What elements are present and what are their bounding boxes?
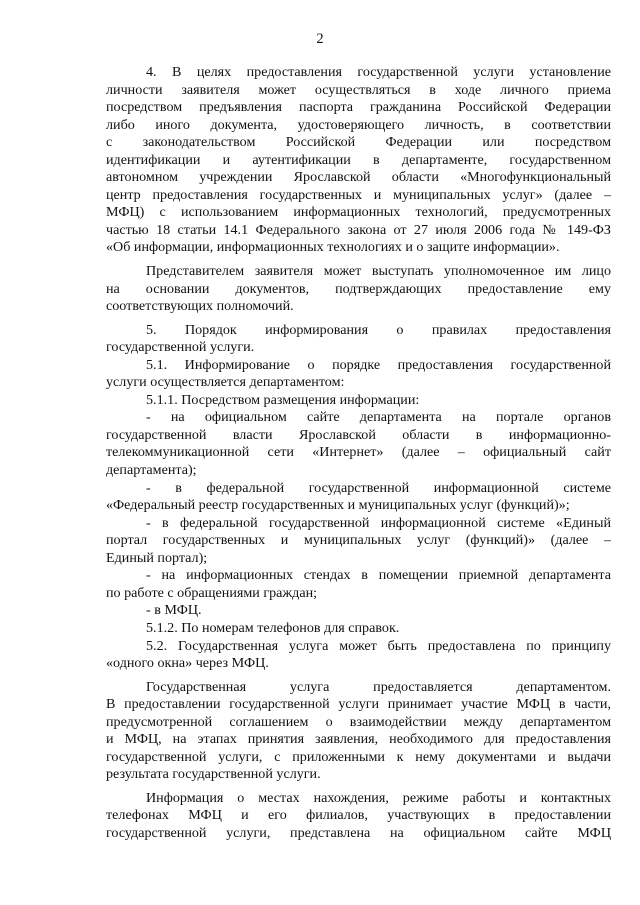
- text-line: МФЦ) с использованием информационных технологий, предусмотренных: [106, 204, 611, 221]
- text-line: 5.1.1. Посредством размещения информации:: [146, 391, 420, 408]
- text-line: соответствующих полномочий.: [106, 298, 294, 315]
- text-line: телекоммуникационной сети «Интернет» (далее – официальный сайт: [106, 444, 611, 461]
- paragraph: [106, 322, 611, 357]
- text-line: портал государственных и муниципальных услуг (функций)» (далее –: [106, 532, 611, 549]
- text-line: государственной услуги.: [106, 339, 255, 356]
- text-line: департамента);: [106, 462, 197, 479]
- text-line: 5. Порядок информирования о правилах предоставления: [146, 321, 611, 338]
- text-line: Единый портал);: [106, 549, 208, 566]
- text-line: - в МФЦ.: [146, 602, 202, 619]
- text-line: «Об информации, информационных технологиях и о защите информации».: [106, 239, 560, 256]
- paragraph: [106, 357, 611, 392]
- text-line: результата государственной услуги.: [106, 766, 321, 783]
- page-number: 2: [316, 31, 324, 47]
- paragraph: [106, 790, 611, 843]
- document-body: [106, 64, 611, 843]
- text-line: на основании документов, подтверждающих предоставление ему: [106, 280, 611, 297]
- text-line: государственной власти Ярославской области в информационно-: [106, 426, 611, 443]
- text-line: 5.1. Информирование о порядке предоставления государственной: [146, 356, 611, 373]
- text-line: телефонах МФЦ и его филиалов, участвующих в предоставлении: [106, 807, 611, 824]
- text-line: центр предоставления государственных и муниципальных услуг» (далее –: [106, 186, 611, 203]
- text-line: 5.2. Государственная услуга может быть предоставлена по принципу: [146, 637, 611, 654]
- paragraph: [106, 567, 611, 602]
- paragraph: [106, 515, 611, 568]
- paragraph: [106, 679, 611, 784]
- paragraph: [106, 392, 611, 410]
- paragraph: [106, 602, 611, 620]
- text-line: Информация о местах нахождения, режиме работы и контактных: [146, 789, 611, 806]
- text-line: 5.1.2. По номерам телефонов для справок.: [146, 619, 400, 636]
- text-line: услуги осуществляется департаментом:: [106, 374, 345, 391]
- text-line: идентификации и аутентификации в департаменте, государственном: [106, 151, 611, 168]
- text-line: автономном учреждении Ярославской области «Многофункциональный: [106, 169, 611, 186]
- text-line: государственной услуги, с приложенными к нему документами и выдачи: [106, 748, 611, 765]
- text-line: предусмотренной соглашением о взаимодействии между департаментом: [106, 713, 611, 730]
- text-line: «одного окна» через МФЦ.: [106, 655, 269, 672]
- paragraph: [106, 263, 611, 316]
- text-line: - в федеральной государственной информационной системе: [146, 479, 611, 496]
- text-line: 4. В целях предоставления государственной услуги установление: [146, 64, 611, 80]
- paragraph: [106, 620, 611, 638]
- text-line: - на официальном сайте департамента на портале органов: [146, 409, 611, 426]
- text-line: с законодательством Российской Федерации или посредством: [106, 134, 611, 151]
- text-line: Представителем заявителя может выступать уполномоченное им лицо: [146, 263, 611, 280]
- text-line: В предоставлении государственной услуги принимает участие МФЦ в части,: [106, 696, 611, 713]
- text-line: по работе с обращениями граждан;: [106, 584, 318, 601]
- text-line: и МФЦ, на этапах принятия заявления, необходимого для предоставления: [106, 731, 611, 748]
- text-line: - в федеральной государственной информационной системе «Единый: [146, 514, 611, 531]
- text-line: государственной услуги, представлена на официальном сайте МФЦ: [106, 824, 611, 841]
- paragraph: [106, 409, 611, 479]
- text-line: «Федеральный реестр государственных и муниципальных услуг (функций)»;: [106, 497, 570, 514]
- paragraph: [106, 480, 611, 515]
- text-line: посредством предъявления паспорта гражданина Российской Федерации: [106, 99, 611, 116]
- text-line: частью 18 статьи 14.1 Федерального закона от 27 июля 2006 года № 149-ФЗ: [106, 221, 611, 238]
- text-line: личности заявителя может осуществляться в ходе личного приема: [106, 81, 611, 98]
- paragraph: [106, 64, 611, 257]
- paragraph: [106, 638, 611, 673]
- text-line: - на информационных стендах в помещении приемной департамента: [146, 567, 611, 584]
- text-line: Государственная услуга предоставляется департаментом.: [146, 678, 611, 695]
- text-line: либо иного документа, удостоверяющего личность, в соответствии: [106, 116, 611, 133]
